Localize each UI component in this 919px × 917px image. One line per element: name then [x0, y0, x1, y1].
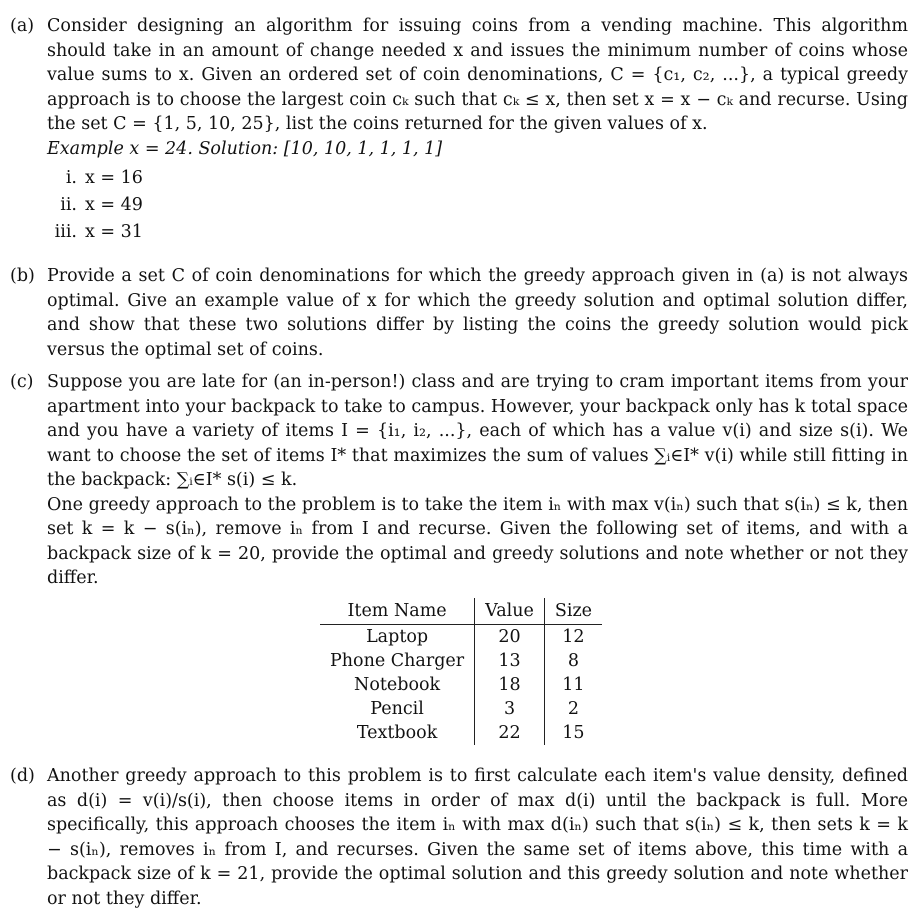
- cell-value: 20: [475, 625, 545, 650]
- cell-value: 22: [475, 721, 545, 745]
- part-a-paragraph: Consider designing an algorithm for issuing coins from a vending machine. This algorithm should take in an amount of change needed x and issues the minimum number of coins whose value sums to x. Given an ordered set of coin denominations, C = {c₁, c₂, ...}, a typical greedy approach is to choose the largest coin cₖ such that cₖ ≤ x, then set x = x − cₖ and recurse. Using the set C = {1, 5, 10, 25}, list the coins returned for the given values of x.: [47, 16, 908, 134]
- part-c-text: [47, 370, 908, 591]
- table-row: [320, 721, 602, 745]
- part-c-label: (c): [10, 372, 34, 392]
- subitem-label: ii.: [60, 195, 77, 215]
- cell-size: 15: [562, 723, 585, 743]
- subitem-text: x = 49: [85, 195, 143, 215]
- table-row: [320, 649, 602, 673]
- header-item-name: Item Name: [320, 598, 475, 625]
- part-d: [10, 764, 908, 911]
- part-d-label: (d): [10, 766, 35, 786]
- items-table-container: [320, 598, 602, 745]
- subitem-text: x = 31: [85, 222, 143, 242]
- part-b-label: (b): [10, 266, 35, 286]
- subitem-i: [47, 165, 908, 192]
- part-a-subitems: [47, 165, 908, 246]
- cell-value: 3: [475, 697, 545, 721]
- cell-size: 11: [562, 675, 585, 695]
- part-d-text: [47, 764, 908, 911]
- part-a-label: (a): [10, 16, 35, 36]
- header-size: Size: [544, 598, 602, 625]
- subitem-ii: [47, 192, 908, 219]
- part-a: [10, 14, 908, 246]
- cell-value: 18: [475, 673, 545, 697]
- part-d-paragraph: Another greedy approach to this problem is to first calculate each item's value density, defined as d(i) = v(i)/s(i), then choose items in order of max d(i) until the backpack is full. More specifically, this approach chooses the item iₙ with max d(iₙ) such that s(iₙ) ≤ k, then sets k = k − s(iₙ), removes iₙ from I, and recurses. Given the same set of items above, this time with a backpack size of k = 21, provide the optimal solution and this greedy solution and note whether or not they differ.: [47, 766, 908, 909]
- cell-item-name: Laptop: [320, 625, 475, 650]
- table-row: [320, 625, 602, 650]
- subitem-label: iii.: [54, 222, 77, 242]
- part-b-text: [47, 264, 908, 362]
- part-b: [10, 264, 908, 362]
- table-row: [320, 673, 602, 697]
- cell-item-name: Notebook: [320, 673, 475, 697]
- table-header-row: [320, 598, 602, 625]
- subitem-text: x = 16: [85, 168, 143, 188]
- items-table: [320, 598, 602, 745]
- cell-item-name: Pencil: [320, 697, 475, 721]
- cell-item-name: Textbook: [320, 721, 475, 745]
- cell-item-name: Phone Charger: [320, 649, 475, 673]
- cell-value: 13: [475, 649, 545, 673]
- subitem-label: i.: [65, 168, 77, 188]
- cell-size: 12: [562, 627, 585, 647]
- part-a-example: Example x = 24. Solution: [10, 10, 1, 1, 1, 1]: [47, 138, 443, 159]
- cell-size: 8: [567, 651, 580, 671]
- part-c: [10, 370, 908, 591]
- part-a-text: [47, 14, 908, 161]
- cell-size: 2: [567, 699, 580, 719]
- table-row: [320, 697, 602, 721]
- subitem-iii: [47, 219, 908, 246]
- part-b-paragraph: Provide a set C of coin denominations for which the greedy approach given in (a) is not always optimal. Give an example value of x for which the greedy solution and optimal solution differ, and show that these two solutions differ by listing the coins the greedy solution would pick versus the optimal set of coins.: [47, 266, 908, 360]
- header-value: Value: [475, 598, 545, 625]
- part-c-paragraph-2: One greedy approach to the problem is to take the item iₙ with max v(iₙ) such that s(iₙ) ≤ k, then set k = k − s(iₙ), remove iₙ from I and recurse. Given the following set of items, and with a backpack size of k = 20, provide the optimal and greedy solutions and note whether or not they differ.: [47, 494, 908, 588]
- part-c-paragraph-1: Suppose you are late for (an in-person!) class and are trying to cram important items from your apartment into your backpack to take to campus. However, your backpack only has k total space and you have a variety of items I = {i₁, i₂, ...}, each of which has a value v(i) and size s(i). We want to choose the set of items I* that maximizes the sum of values ∑ᵢ∈I* v(i) while still fitting in the backpack: ∑ᵢ∈I* s(i) ≤ k.: [47, 372, 908, 490]
